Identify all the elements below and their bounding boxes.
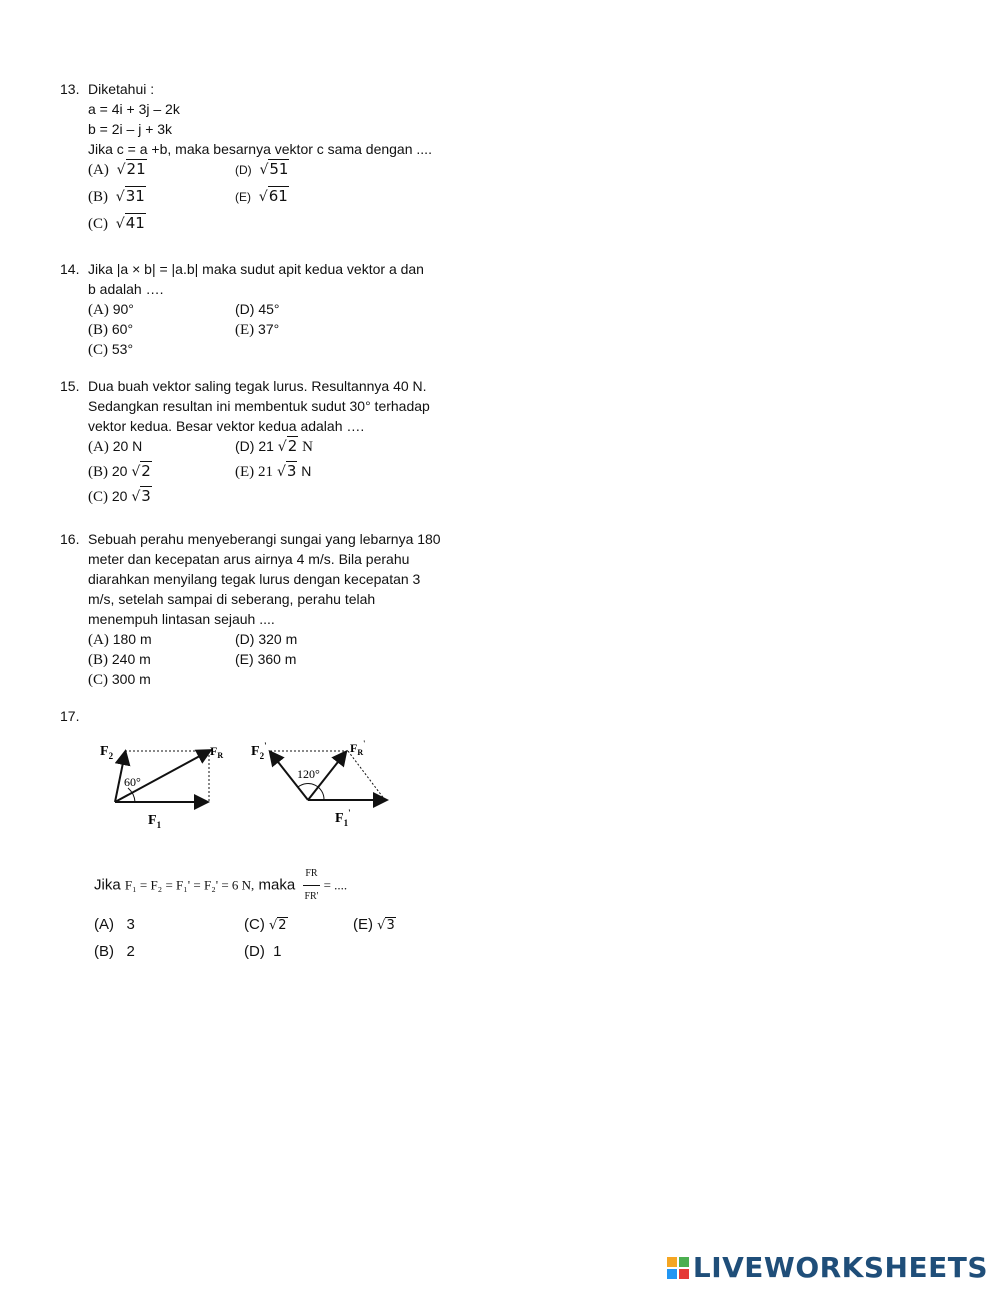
diagram-1 — [100, 744, 223, 830]
option-a[interactable]: (A) 90° — [88, 301, 134, 318]
option-e[interactable]: (E) 21 √3 N — [235, 462, 312, 480]
option-b[interactable]: (B) 20 √2 — [88, 462, 151, 480]
option-e[interactable]: (E) √61 — [235, 187, 288, 205]
f1-label: $F_1$ — [148, 813, 162, 830]
vector-a-definition: a = 4i + 3j – 2k — [88, 101, 180, 117]
option-d[interactable]: (D) 45° — [235, 301, 280, 317]
ratio-fraction: $\frac{FR}{FR'}$ — [303, 863, 319, 908]
f1-prime-label: $F_1'$ — [335, 808, 351, 828]
option-e[interactable]: (E) 360 m — [235, 651, 297, 667]
f2-prime-label: $F_2'$ — [251, 741, 267, 761]
question-text-line-3: diarahkan menyilang tegak lurus dengan kecepatan 3 — [88, 571, 421, 587]
f2-label: $F_2$ — [100, 744, 114, 761]
option-d[interactable]: (D) 21 √2 N — [235, 437, 313, 455]
logo-text: LIVEWORKSHEETS — [692, 1251, 988, 1284]
q17-options — [94, 916, 414, 976]
option-b[interactable]: (B) √31 — [88, 187, 145, 205]
fr-prime-label: $F_R'$ — [350, 739, 366, 757]
q17-stem: Jika F₁ = F₂ = F₁' = F₂' = 6 N, maka $\frac{FR}{FR'}$ = .... — [94, 863, 347, 908]
option-a[interactable]: (A) 180 m — [88, 631, 152, 648]
question-text-line-2: meter dan kecepatan arus airnya 4 m/s. Bila perahu — [88, 551, 410, 567]
question-number: 17. — [60, 708, 80, 724]
question-text-line-1: Sebuah perahu menyeberangi sungai yang lebarnya 180 — [88, 531, 441, 547]
option-e[interactable]: (E) 37° — [235, 321, 280, 338]
option-d[interactable]: (D) 320 m — [235, 631, 298, 647]
liveworksheets-logo[interactable] — [667, 1251, 988, 1284]
option-b[interactable]: (B) 60° — [88, 321, 134, 338]
question-text-line-2: b adalah …. — [88, 281, 164, 297]
angle-label: 120° — [297, 767, 320, 781]
option-d[interactable]: (D) √51 — [235, 160, 289, 178]
question-text-line-1: Jika |a × b| = |a.b| maka sudut apit kedua vektor a dan — [88, 261, 424, 277]
fr-label: $F_R$ — [210, 744, 224, 760]
question-number: 13. — [60, 81, 80, 97]
option-c[interactable]: (C) 20 √3 — [88, 487, 151, 505]
option-e[interactable]: (E) √3 — [353, 916, 395, 933]
option-c[interactable]: (C) √2 — [244, 916, 287, 933]
question-intro: Diketahui : — [88, 81, 155, 97]
vector-b-definition: b = 2i – j + 3k — [88, 121, 173, 137]
diagram-2 — [251, 739, 385, 828]
option-a[interactable]: (A) √21 — [88, 160, 146, 178]
vector-diagrams — [90, 735, 410, 840]
angle-label: 60° — [124, 775, 141, 789]
option-a[interactable]: (A) 3 — [94, 916, 135, 933]
question-text-line-2: Sedangkan resultan ini membentuk sudut 30° terhadap — [88, 398, 430, 414]
dotted-line — [348, 751, 385, 800]
option-b[interactable]: (B) 2 — [94, 943, 135, 960]
question-text-line-5: menempuh lintasan sejauh .... — [88, 611, 275, 627]
question-text-line-1: Dua buah vektor saling tegak lurus. Resultannya 40 N. — [88, 378, 427, 394]
option-a[interactable]: (A) 20 N — [88, 438, 143, 455]
option-c[interactable]: (C) 300 m — [88, 671, 151, 688]
option-b[interactable]: (B) 240 m — [88, 651, 151, 668]
option-c[interactable]: (C) 53° — [88, 341, 134, 358]
question-text: Jika c = a +b, maka besarnya vektor c sama dengan .... — [88, 141, 432, 157]
question-number: 15. — [60, 378, 80, 394]
question-number: 14. — [60, 261, 80, 277]
question-number: 16. — [60, 531, 80, 547]
question-text-line-3: vektor kedua. Besar vektor kedua adalah …. — [88, 418, 365, 434]
option-c[interactable]: (C) √41 — [88, 214, 145, 232]
option-d[interactable]: (D) 1 — [244, 943, 282, 960]
logo-icon — [667, 1257, 689, 1279]
question-text-line-4: m/s, setelah sampai di seberang, perahu telah — [88, 591, 376, 607]
